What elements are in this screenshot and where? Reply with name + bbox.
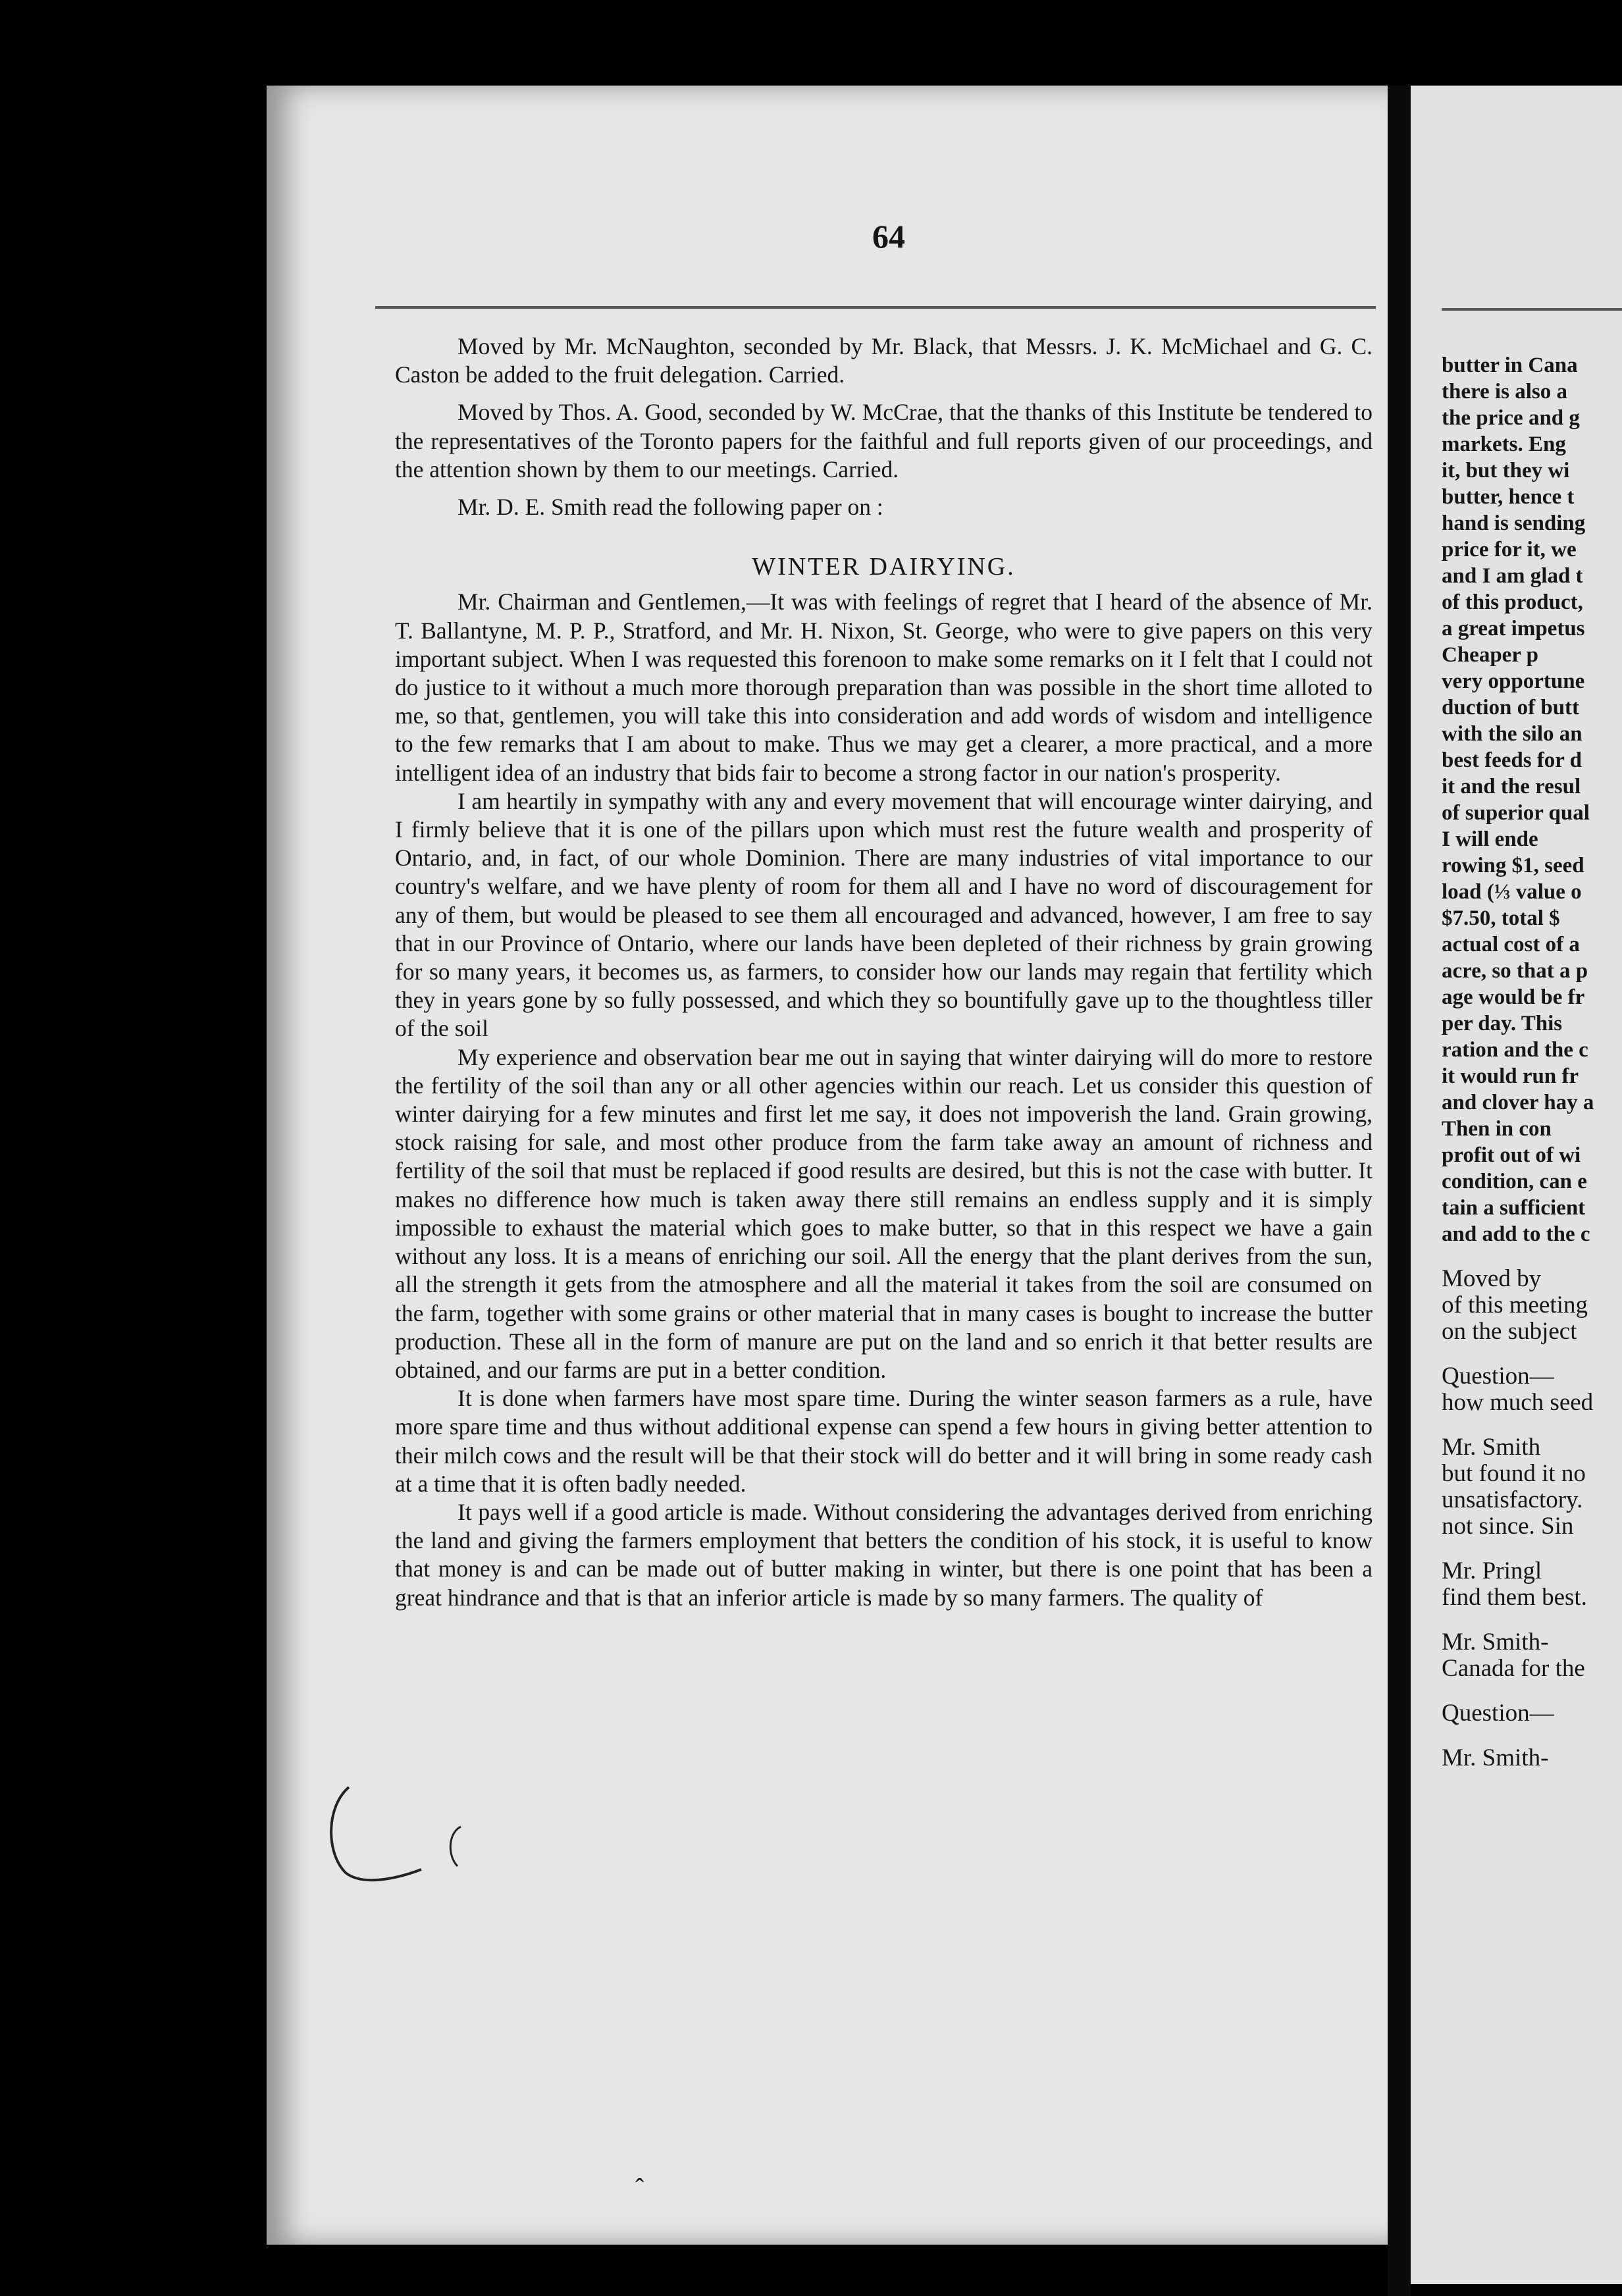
page-gutter — [1388, 86, 1411, 2296]
right-page-text — [1442, 352, 1622, 1771]
right-line: Question— — [1442, 1700, 1554, 1727]
right-line: tain a sufficient — [1442, 1196, 1586, 1220]
right-line: condition, can e — [1442, 1170, 1587, 1193]
right-line: with the silo an — [1442, 722, 1583, 746]
left-page-text — [395, 332, 1373, 1612]
right-line: best feeds for d — [1442, 748, 1582, 772]
right-line: of this product, — [1442, 590, 1583, 614]
motion-paragraph: Moved by Thos. A. Good, seconded by W. McCrae, that the thanks of this Institute be tendered to the representatives of the Toronto papers for the faithful and full reports given of our proceedings, and the attention shown by them to our meetings. Carried. — [395, 399, 1373, 483]
scan-border-left — [0, 0, 267, 2296]
right-line: Moved by — [1442, 1265, 1542, 1292]
right-line: and clover hay a — [1442, 1091, 1594, 1114]
right-line: unsatisfactory. — [1442, 1486, 1583, 1513]
right-line: $7.50, total $ — [1442, 906, 1560, 930]
page-number: 64 — [872, 218, 905, 255]
right-line: of this meeting — [1442, 1292, 1588, 1318]
right-line: find them best. — [1442, 1584, 1587, 1611]
right-line: but found it no — [1442, 1460, 1586, 1487]
right-line: Mr. Smith- — [1442, 1629, 1549, 1656]
right-line: Question— — [1442, 1363, 1554, 1390]
right-line: on the subject — [1442, 1318, 1577, 1345]
right-line: ration and the c — [1442, 1038, 1588, 1062]
section-heading: WINTER DAIRYING. — [752, 553, 1016, 581]
right-line: it, but they wi — [1442, 459, 1570, 483]
right-line: and add to the c — [1442, 1222, 1590, 1246]
right-line: per day. This — [1442, 1012, 1563, 1035]
header-rule — [375, 306, 1376, 309]
right-line: price for it, we — [1442, 538, 1577, 561]
right-line: actual cost of a — [1442, 933, 1580, 956]
right-line: Mr. Pringl — [1442, 1557, 1542, 1584]
right-line: the price and g — [1442, 406, 1580, 430]
right-line: a great impetus — [1442, 617, 1585, 640]
article-paragraph: My experience and observation bear me out in saying that winter dairying will do more to restore the fertility of the soil than any or all other agencies within our reach. Let us consider this question of winter dairying for a few minutes and first let me say, it does not impoverish the land. Grain growing, stock raising for sale, and most other produce from the farm take away an amount of richness and fertility of the soil that must be replaced if good results are desired, but this is not the case with butter. It makes no difference how much is taken away there still remains an endless supply and it is simply impossible to exhaust the material which goes to make butter, so that in this respect we have a gain without any loss. It is a means of enriching our soil. All the energy that the plant derives from the sun, all the strength it gets from the atmosphere and all the material it takes from the soil are consumed on the farm, together with some grains or other material that in many cases is bought to increase the butter production. These all in the form of manure are put on the land and so enrich it that better results are obtained, and our farms are put in a better condition. — [395, 1043, 1373, 1383]
right-line: it and the resul — [1442, 775, 1581, 798]
right-line: Cheaper p — [1442, 643, 1538, 667]
right-line: not since. Sin — [1442, 1513, 1574, 1540]
right-line: Canada for the — [1442, 1655, 1585, 1682]
right-line: how much seed — [1442, 1389, 1594, 1416]
right-line: duction of butt — [1442, 696, 1580, 719]
motion-paragraph: Moved by Mr. McNaughton, seconded by Mr. Black, that Messrs. J. K. McMichael and G. C. Caston be added to the fruit delegation. Carried. — [395, 333, 1373, 388]
ink-speck: ˆ — [635, 2173, 644, 2203]
article-paragraph: It pays well if a good article is made. Without considering the advantages derived from enriching the land and giving the farmers employment that betters the condition of his stock, it is useful to know that money is and can be made out of butter making in winter, but there is one point that has been a great hindrance and that is that an inferior article is made by so many farmers. The quality of — [395, 1498, 1373, 1611]
right-line: Then in con — [1442, 1117, 1552, 1141]
right-line: very opportune — [1442, 669, 1585, 693]
right-line: Mr. Smith — [1442, 1434, 1541, 1461]
handwritten-bracket-mark — [323, 1781, 467, 1886]
article-paragraph: I am heartily in sympathy with any and every movement that will encourage winter dairying, and I firmly believe that it is one of the pillars upon which must rest the future wealth and prosperity of Ontario, and, in fact, of our whole Dominion. There are many industries of vital importance to our country's welfare, and we have plenty of room for them all and I have no word of discouragement for any of them, but would be pleased to see them all encouraged and advanced, however, I am free to say that in our Province of Ontario, where our lands have been depleted of their richness by grain growing for so many years, it becomes us, as farmers, to consider how our lands may regain that fertility which they in years gone by so fully possessed, and which they so bountifully gave up to the thoughtless tiller of the soil — [395, 787, 1373, 1042]
right-line: profit out of wi — [1442, 1143, 1581, 1167]
right-line: Mr. Smith- — [1442, 1744, 1549, 1771]
right-line: hand is sending — [1442, 511, 1586, 535]
right-line: I will ende — [1442, 827, 1538, 851]
intro-paragraph: Mr. D. E. Smith read the following paper on : — [458, 494, 883, 521]
right-line: of superior qual — [1442, 801, 1590, 825]
right-line: there is also a — [1442, 380, 1567, 404]
article-paragraph: Mr. Chairman and Gentlemen,—It was with feelings of regret that I heard of the absence of Mr. T. Ballantyne, M. P. P., Stratford, and Mr. H. Nixon, St. George, who were to give papers on this very important subject. When I was requested this forenoon to make some remarks on it I felt that I could not do justice to it without a much more thorough preparation than was possible in the short time alloted to me, so that, gentlemen, you will take this into consideration and add words of wisdom and intelligence to the few remarks that I am about to make. Thus we may get a clearer, a more practical, and a more intelligent idea of an industry that bids fair to become a strong factor in our nation's prosperity. — [395, 588, 1373, 786]
article-paragraph: It is done when farmers have most spare time. During the winter season farmers as a rule, have more spare time and thus without additional expense can spend a few hours in giving better attention to their milch cows and the result will be that their stock will do better and it will bring in some ready cash at a time that it is often badly needed. — [395, 1385, 1373, 1497]
right-page-header-rule — [1442, 308, 1622, 311]
right-line: acre, so that a p — [1442, 959, 1588, 983]
right-line: butter, hence t — [1442, 485, 1575, 509]
right-line: markets. Eng — [1442, 432, 1566, 456]
right-line: and I am glad t — [1442, 564, 1583, 588]
right-line: age would be fr — [1442, 985, 1585, 1009]
right-line: rowing $1, seed — [1442, 854, 1584, 877]
right-line: it would run fr — [1442, 1064, 1579, 1088]
right-line: load (⅓ value o — [1442, 880, 1582, 904]
right-line: butter in Cana — [1442, 353, 1578, 377]
